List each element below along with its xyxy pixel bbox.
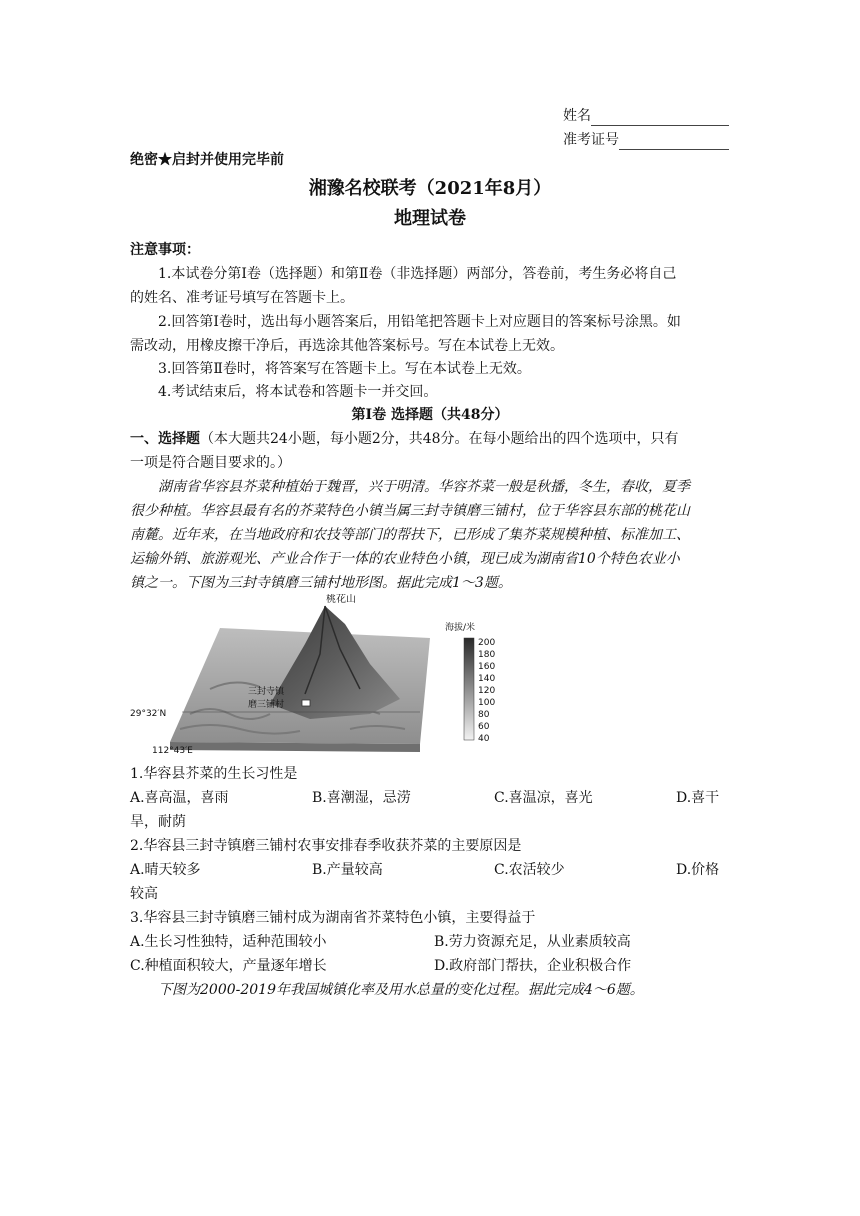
passage1-line4: 运输外销、旅游观光、产业合作于一体的农业特色小镇，现已成为湖南省10个特色农业小 <box>130 551 680 567</box>
longitude-label: 112°43′E <box>152 746 193 754</box>
q1-stem: 1.华容县芥菜的生长习性是 <box>130 766 298 782</box>
elevation-legend-bar <box>464 638 474 740</box>
legend-tick-label: 100 <box>478 698 496 708</box>
latitude-label: 29°32′N <box>130 709 167 719</box>
legend-title: 海拔/米 <box>445 623 476 633</box>
secret-label: 绝密★启封并使用完毕前 <box>130 152 284 168</box>
q1-option-d[interactable]: D.喜干 <box>676 790 720 806</box>
passage2: 下图为2000-2019年我国城镇化率及用水总量的变化过程。据此完成4～6题。 <box>158 982 644 998</box>
exam-number-label: 准考证号 <box>563 132 619 148</box>
section-heading-line2: 一项是符合题目要求的。） <box>130 455 291 471</box>
q1-option-a[interactable]: A.喜高温，喜雨 <box>130 790 229 806</box>
exam-title: 湘豫名校联考（2021年8月） <box>308 178 552 199</box>
section-heading-bold: 一、选择题 <box>130 431 200 447</box>
notice-item-3: 3.回答第Ⅱ卷时，将答案写在答题卡上。写在本试卷上无效。 <box>158 361 531 377</box>
section-heading-rest: （本大题共24小题，每小题2分，共48分。在每小题给出的四个选项中，只有 <box>200 431 679 447</box>
legend-tick-label: 60 <box>478 722 490 732</box>
q2-option-d-cont: 较高 <box>130 886 158 902</box>
peak-label: 桃花山 <box>326 594 356 605</box>
q3-option-a[interactable]: A.生长习性独特，适种范围较小 <box>130 934 327 950</box>
q2-option-d[interactable]: D.价格 <box>676 862 720 878</box>
q2-stem: 2.华容县三封寺镇磨三铺村农事安排春季收获芥菜的主要原因是 <box>130 838 522 854</box>
village-marker <box>302 700 310 706</box>
exam-number-underline <box>619 135 729 150</box>
legend-ticks <box>478 638 495 744</box>
q3-option-c[interactable]: C.种植面积较大，产量逐年增长 <box>130 958 327 974</box>
q3-stem: 3.华容县三封寺镇磨三铺村成为湖南省芥菜特色小镇，主要得益于 <box>130 910 536 926</box>
exam-subtitle: 地理试卷 <box>394 208 466 229</box>
name-label: 姓名 <box>563 108 591 124</box>
q1-option-b[interactable]: B.喜潮湿，忌涝 <box>312 790 411 806</box>
legend-tick-label: 40 <box>478 734 490 744</box>
q2-option-c[interactable]: C.农活较少 <box>494 862 565 878</box>
notice-item-1-cont: 的姓名、准考证号填写在答题卡上。 <box>130 290 354 306</box>
village-label-1: 三封寺镇 <box>248 687 285 697</box>
terrain-map <box>130 594 500 754</box>
passage1-line2: 很少种植。华容县最有名的芥菜特色小镇当属三封寺镇磨三铺村，位于华容县东部的桃花山 <box>130 503 690 519</box>
exam-number-field[interactable] <box>563 130 729 150</box>
legend-tick-label: 140 <box>478 674 496 684</box>
name-field[interactable] <box>563 106 729 126</box>
q3-option-d[interactable]: D.政府部门帮扶，企业积极合作 <box>434 958 632 974</box>
notice-item-2: 2.回答第Ⅰ卷时，选出每小题答案后，用铅笔把答题卡上对应题目的答案标号涂黑。如 <box>158 314 681 330</box>
legend-tick-label: 80 <box>478 710 490 720</box>
legend-tick-label: 200 <box>478 638 496 648</box>
village-label-2: 磨三铺村 <box>248 700 285 710</box>
passage1-line5: 镇之一。下图为三封寺镇磨三铺村地形图。据此完成1～3题。 <box>130 575 512 591</box>
q3-option-b[interactable]: B.劳力资源充足，从业素质较高 <box>434 934 631 950</box>
q1-option-c[interactable]: C.喜温凉，喜光 <box>494 790 593 806</box>
notice-heading: 注意事项： <box>130 242 200 258</box>
passage1-line1: 湖南省华容县芥菜种植始于魏晋，兴于明清。华容芥菜一般是秋播，冬生，春收，夏季 <box>158 479 690 495</box>
notice-item-4: 4.考试结束后，将本试卷和答题卡一并交回。 <box>158 384 438 400</box>
legend-tick-label: 120 <box>478 686 496 696</box>
passage1-line3: 南麓。近年来，在当地政府和农技等部门的帮扶下，已形成了集芥菜规模种植、标准加工、 <box>130 527 690 543</box>
name-underline <box>591 111 729 126</box>
section-heading <box>130 427 679 451</box>
q1-option-d-cont: 旱，耐荫 <box>130 814 186 830</box>
notice-item-2-cont: 需改动，用橡皮擦干净后，再选涂其他答案标号。写在本试卷上无效。 <box>130 338 564 354</box>
q2-option-a[interactable]: A.晴天较多 <box>130 862 201 878</box>
legend-tick-label: 160 <box>478 662 496 672</box>
section-title: 第Ⅰ卷 选择题（共48分） <box>351 407 509 423</box>
q2-option-b[interactable]: B.产量较高 <box>312 862 383 878</box>
legend-tick-label: 180 <box>478 650 496 660</box>
notice-item-1: 1.本试卷分第Ⅰ卷（选择题）和第Ⅱ卷（非选择题）两部分，答卷前，考生务必将自己 <box>158 266 677 282</box>
